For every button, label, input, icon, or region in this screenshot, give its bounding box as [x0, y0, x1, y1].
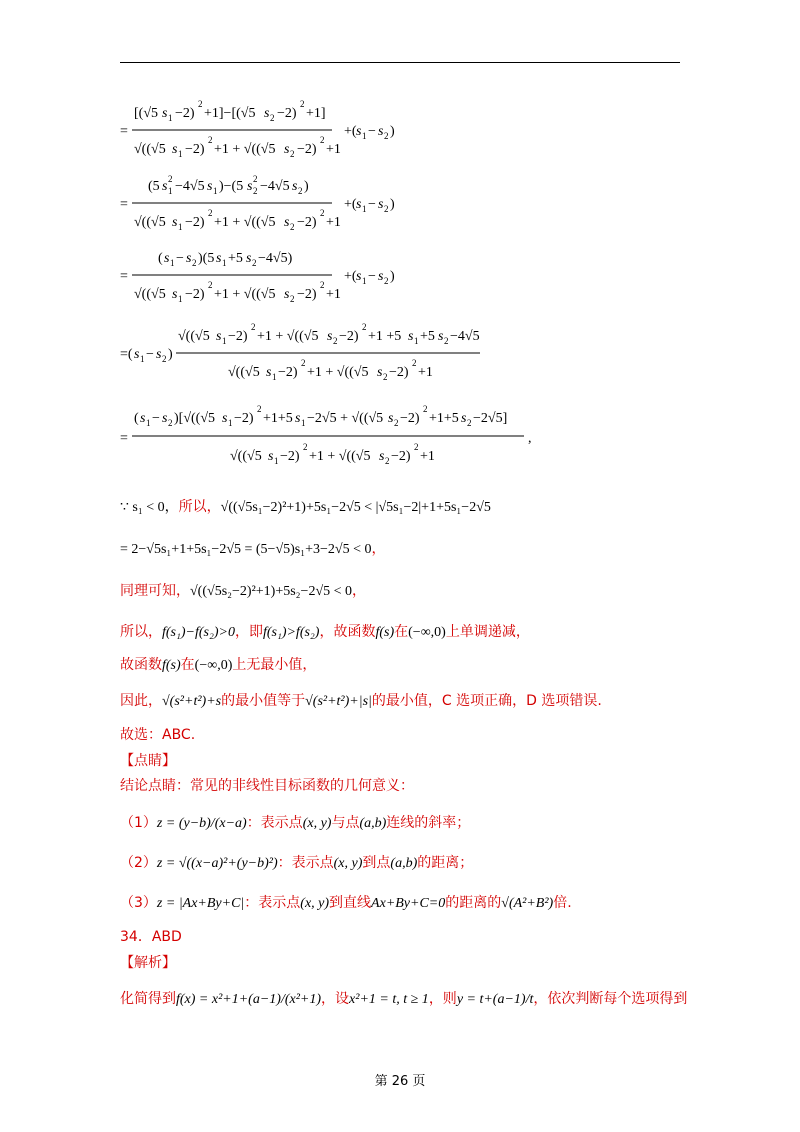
item3-d: 倍. [553, 895, 572, 911]
item1-a: ：表示点 [246, 815, 303, 831]
item3-m3: Ax+By+C=0 [371, 896, 446, 911]
yinci-a: 因此， [120, 693, 162, 709]
last-d: ，依次判断每个选项得到 [533, 991, 688, 1007]
svg-text:+1+5: +1+5 [263, 411, 293, 426]
svg-text:)(5: )(5 [198, 251, 215, 266]
svg-text:s: s [378, 197, 384, 212]
item1-num: （1） [120, 815, 157, 831]
svg-text:2: 2 [383, 372, 388, 382]
svg-text:2: 2 [192, 258, 197, 268]
svg-text:+1: +1 [326, 215, 341, 230]
svg-text:2: 2 [257, 404, 262, 414]
svg-text:(5: (5 [148, 179, 160, 194]
svg-text:2: 2 [300, 99, 305, 109]
svg-text:−2): −2) [175, 106, 195, 121]
svg-text:2: 2 [290, 222, 295, 232]
yinci-b: 的最小值等于 [221, 693, 306, 709]
suoyi-d: 在 [394, 624, 409, 640]
svg-text:s: s [356, 124, 362, 139]
item3-c: 的距离的 [445, 895, 502, 911]
suoyi-e: 上单调递减， [445, 624, 530, 640]
svg-text:2: 2 [253, 186, 258, 196]
item2-a: ：表示点 [277, 855, 334, 871]
ineq2-math: = 2−√5s₁+1+5s₁−2√5 = (5−√5)s₁+3−2√5 < 0 [120, 542, 372, 557]
svg-text:s: s [222, 411, 228, 426]
svg-text:−2): −2) [400, 411, 420, 426]
svg-text:+1]: +1] [306, 106, 326, 121]
derivation-step-2 [118, 168, 518, 238]
svg-text:2: 2 [384, 204, 389, 214]
svg-text:1: 1 [178, 149, 183, 159]
suoyi-m4: (−∞,0) [408, 625, 446, 640]
svg-text:2: 2 [253, 174, 258, 184]
jiexi-heading: 【解析】 [120, 955, 176, 971]
svg-text:1: 1 [222, 258, 227, 268]
svg-text:−2): −2) [339, 329, 359, 344]
tongli-math: √((√5s₂−2)²+1)+5s₂−2√5 < 0 [190, 584, 353, 599]
item2-math: z = √((x−a)²+(y−b)²) [156, 856, 278, 871]
suoyi-line [120, 621, 530, 641]
svg-text:2: 2 [320, 135, 325, 145]
svg-text:s: s [284, 142, 290, 157]
item2-b: 到点 [362, 855, 391, 871]
svg-text:s: s [408, 329, 414, 344]
svg-text:): ) [304, 179, 309, 194]
svg-text:s: s [162, 106, 168, 121]
item3-math: z = |Ax+By+C| [156, 896, 245, 911]
svg-text:s: s [207, 179, 213, 194]
svg-text:1: 1 [414, 336, 419, 346]
tongli-tail: ， [352, 583, 367, 599]
guhs-a: 故函数 [120, 657, 162, 673]
svg-text:(: ( [158, 251, 163, 266]
item3-m2: (x, y) [300, 896, 330, 911]
item1-c: 连线的斜率； [386, 815, 471, 831]
svg-text:s: s [164, 251, 170, 266]
svg-text:2: 2 [467, 418, 472, 428]
svg-text:√((√5: √((√5 [228, 365, 260, 380]
svg-text:2: 2 [320, 280, 325, 290]
svg-text:s: s [327, 329, 333, 344]
item2-num: （2） [120, 855, 157, 871]
svg-text:−2): −2) [277, 106, 297, 121]
guhs-c: 上无最小值， [232, 657, 317, 673]
suoyi-c: ，故函数 [319, 624, 376, 640]
svg-text:s: s [378, 124, 384, 139]
derivation-step-3 [118, 240, 518, 310]
svg-text:1: 1 [228, 418, 233, 428]
svg-text:2: 2 [251, 322, 256, 332]
svg-text:−4√5): −4√5) [258, 251, 293, 266]
svg-text:√((√5: √((√5 [230, 449, 262, 464]
svg-text:+1: +1 [326, 142, 341, 157]
svg-text:s: s [162, 411, 168, 426]
item3-num: （3） [120, 895, 157, 911]
item1-m2: (x, y) [302, 816, 332, 831]
svg-text:s: s [172, 142, 178, 157]
svg-text:2: 2 [290, 294, 295, 304]
svg-text:2: 2 [412, 358, 417, 368]
svg-text:2: 2 [303, 442, 308, 452]
svg-text:s: s [172, 287, 178, 302]
svg-text:−4√5: −4√5 [450, 329, 480, 344]
svg-text:2: 2 [414, 442, 419, 452]
svg-text:s: s [284, 287, 290, 302]
suoyi-m1: f(s₁)−f(s₂)>0 [162, 625, 235, 640]
svg-text:1: 1 [168, 186, 173, 196]
yinci-m1: √(s²+t²)+s [162, 694, 222, 709]
svg-text:+1 + √((√5: +1 + √((√5 [257, 329, 319, 344]
svg-text:−2): −2) [297, 142, 317, 157]
item3-line [120, 892, 572, 912]
last-m2: x²+1 = t, t ≥ 1 [349, 992, 429, 1007]
ineq1-math: √((√5s₁−2)²+1)+5s₁−2√5 < |√5s₁−2|+1+5s₁−2√5 [220, 500, 491, 515]
last-a: 化简得到 [120, 991, 176, 1007]
svg-text:s: s [378, 269, 384, 284]
svg-text:s: s [247, 179, 253, 194]
svg-text:s: s [264, 106, 270, 121]
svg-text:+1+5: +1+5 [429, 411, 459, 426]
item1-b: 与点 [331, 815, 360, 831]
tongli-line [120, 580, 366, 600]
svg-text:+(: +( [344, 197, 357, 212]
svg-text:=(: =( [120, 347, 133, 362]
svg-text:s: s [216, 251, 222, 266]
svg-text:1: 1 [362, 131, 367, 141]
tongli-label: 同理可知， [120, 583, 190, 599]
svg-text:−2): −2) [234, 411, 254, 426]
svg-text:,: , [528, 431, 532, 446]
svg-text:=: = [120, 124, 128, 139]
svg-text:2: 2 [168, 174, 173, 184]
svg-text:2: 2 [208, 135, 213, 145]
svg-text:s: s [216, 329, 222, 344]
item3-m4: √(A²+B²) [501, 896, 554, 911]
svg-text:s: s [172, 215, 178, 230]
svg-text:−2): −2) [185, 142, 205, 157]
because-prefix: ∵ s₁ < 0， [120, 500, 179, 515]
last-m1: f(x) = x²+1+(a−1)/(x²+1) [176, 992, 322, 1007]
svg-text:2: 2 [384, 131, 389, 141]
svg-text:2: 2 [333, 336, 338, 346]
svg-text:[(√5: [(√5 [134, 106, 159, 121]
item1-math: z = (y−b)/(x−a) [156, 816, 247, 831]
svg-text:=: = [120, 197, 128, 212]
derivation-step-1 [118, 95, 518, 165]
svg-text:√((√5: √((√5 [134, 142, 166, 157]
suoyi-m3: f(s) [375, 625, 395, 640]
guhs-m1: f(s) [162, 658, 181, 673]
svg-text:): ) [390, 197, 395, 212]
svg-text:√((√5: √((√5 [134, 215, 166, 230]
item2-line [120, 852, 473, 872]
svg-text:2: 2 [208, 208, 213, 218]
svg-text:1: 1 [362, 204, 367, 214]
svg-text:s: s [186, 251, 192, 266]
yinci-m2: √(s²+t²)+|s| [305, 694, 372, 709]
svg-text:−2√5]: −2√5] [473, 411, 508, 426]
item1-m3: (a,b) [359, 816, 387, 831]
derivation-step-5 [118, 400, 558, 472]
svg-text:s: s [268, 449, 274, 464]
svg-text:+1 + √((√5: +1 + √((√5 [307, 365, 369, 380]
svg-text:−4√5: −4√5 [260, 179, 290, 194]
svg-text:−2√5 + √((√5: −2√5 + √((√5 [307, 411, 384, 426]
svg-text:√((√5: √((√5 [134, 287, 166, 302]
svg-text:s: s [134, 347, 140, 362]
svg-text:2: 2 [444, 336, 449, 346]
q34-heading: 34．ABD [120, 929, 182, 945]
svg-text:(: ( [134, 411, 139, 426]
item3-b: 到直线 [329, 895, 372, 911]
svg-text:2: 2 [384, 276, 389, 286]
svg-text:+1: +1 [326, 287, 341, 302]
svg-text:2: 2 [301, 358, 306, 368]
svg-text:): ) [390, 124, 395, 139]
ineq2-tail: ， [371, 541, 386, 557]
svg-text:s: s [284, 215, 290, 230]
guhs-m2: (−∞,0) [194, 658, 233, 673]
svg-text:1: 1 [274, 456, 279, 466]
svg-text:1: 1 [272, 372, 277, 382]
svg-text:2: 2 [162, 354, 167, 364]
last-c: ，则 [428, 991, 457, 1007]
svg-text:): ) [168, 347, 173, 362]
svg-text:)−(5: )−(5 [219, 179, 244, 194]
svg-text:2: 2 [385, 456, 390, 466]
svg-text:+(: +( [344, 269, 357, 284]
svg-text:−: − [368, 269, 376, 284]
svg-text:s: s [356, 197, 362, 212]
item2-m3: (a,b) [390, 856, 418, 871]
jielun-line: 结论点睛：常见的非线性目标函数的几何意义： [120, 778, 414, 794]
guxuan-line: 故选：ABC. [120, 727, 196, 743]
svg-text:2: 2 [252, 258, 257, 268]
svg-text:−2): −2) [297, 287, 317, 302]
svg-text:s: s [379, 449, 385, 464]
svg-text:s: s [140, 411, 146, 426]
svg-text:+1 + √((√5: +1 + √((√5 [214, 287, 276, 302]
svg-text:+1 +5: +1 +5 [368, 329, 402, 344]
svg-text:1: 1 [213, 186, 218, 196]
svg-text:−2): −2) [391, 449, 411, 464]
svg-text:+1: +1 [418, 365, 433, 380]
svg-text:2: 2 [362, 322, 367, 332]
svg-text:s: s [246, 251, 252, 266]
svg-text:): ) [390, 269, 395, 284]
svg-text:2: 2 [298, 186, 303, 196]
svg-text:s: s [356, 269, 362, 284]
item2-c: 的距离； [417, 855, 474, 871]
item1-line [120, 812, 470, 832]
svg-text:−: − [368, 197, 376, 212]
svg-text:s: s [162, 179, 168, 194]
dianjing-heading: 【点睛】 [120, 753, 176, 769]
svg-text:)[√((√5: )[√((√5 [174, 411, 216, 426]
svg-text:s: s [266, 365, 272, 380]
svg-text:+1 + √((√5: +1 + √((√5 [214, 215, 276, 230]
svg-text:s: s [461, 411, 467, 426]
svg-text:s: s [292, 179, 298, 194]
svg-text:2: 2 [423, 404, 428, 414]
svg-text:−: − [146, 347, 154, 362]
svg-text:+1: +1 [420, 449, 435, 464]
svg-text:s: s [156, 347, 162, 362]
svg-text:−: − [176, 251, 184, 266]
because-line [120, 496, 491, 516]
svg-text:1: 1 [301, 418, 306, 428]
suoyi-label: 所以， [178, 499, 221, 515]
yinci-c: 的最小值，C 选项正确，D 选项错误. [371, 693, 602, 709]
ineq2-line [120, 538, 386, 558]
svg-text:+1]−[(√5: +1]−[(√5 [204, 106, 256, 121]
svg-text:−: − [152, 411, 160, 426]
svg-text:−2): −2) [278, 365, 298, 380]
svg-text:2: 2 [198, 99, 203, 109]
svg-text:1: 1 [178, 294, 183, 304]
svg-text:−2): −2) [280, 449, 300, 464]
page-number: 第 26 页 [374, 1074, 426, 1089]
svg-text:2: 2 [290, 149, 295, 159]
svg-text:−: − [368, 124, 376, 139]
header-rule [120, 62, 680, 63]
svg-text:1: 1 [222, 336, 227, 346]
suoyi-a: 所以， [120, 624, 162, 640]
svg-text:−2): −2) [228, 329, 248, 344]
svg-text:√((√5: √((√5 [178, 329, 210, 344]
svg-text:2: 2 [168, 418, 173, 428]
svg-text:+5: +5 [228, 251, 243, 266]
last-m3: y = t+(a−1)/t [456, 992, 534, 1007]
svg-text:2: 2 [394, 418, 399, 428]
svg-text:+(: +( [344, 124, 357, 139]
suoyi-m2: f(s₁)>f(s₂) [262, 625, 320, 640]
last-line [120, 988, 687, 1008]
last-b: ，设 [321, 991, 350, 1007]
svg-text:1: 1 [168, 113, 173, 123]
svg-text:+1 + √((√5: +1 + √((√5 [309, 449, 371, 464]
svg-text:−2): −2) [297, 215, 317, 230]
guhs-b: 在 [180, 657, 195, 673]
svg-text:1: 1 [170, 258, 175, 268]
svg-text:1: 1 [146, 418, 151, 428]
svg-text:1: 1 [362, 276, 367, 286]
derivation-step-4 [118, 318, 538, 388]
svg-text:s: s [377, 365, 383, 380]
suoyi-b: ，即 [234, 624, 263, 640]
svg-text:=: = [120, 431, 128, 446]
svg-text:−2): −2) [185, 287, 205, 302]
svg-text:2: 2 [270, 113, 275, 123]
svg-text:s: s [388, 411, 394, 426]
svg-text:+1 + √((√5: +1 + √((√5 [214, 142, 276, 157]
svg-text:2: 2 [208, 280, 213, 290]
svg-text:+5: +5 [420, 329, 435, 344]
svg-text:1: 1 [140, 354, 145, 364]
svg-text:2: 2 [320, 208, 325, 218]
svg-text:−4√5: −4√5 [175, 179, 205, 194]
svg-text:s: s [438, 329, 444, 344]
svg-text:−2): −2) [389, 365, 409, 380]
guhs-line [120, 654, 316, 674]
svg-text:=: = [120, 269, 128, 284]
item2-m2: (x, y) [333, 856, 363, 871]
svg-text:s: s [295, 411, 301, 426]
svg-text:1: 1 [178, 222, 183, 232]
item3-a: ：表示点 [244, 895, 301, 911]
yinci-line [120, 690, 602, 710]
svg-text:−2): −2) [185, 215, 205, 230]
